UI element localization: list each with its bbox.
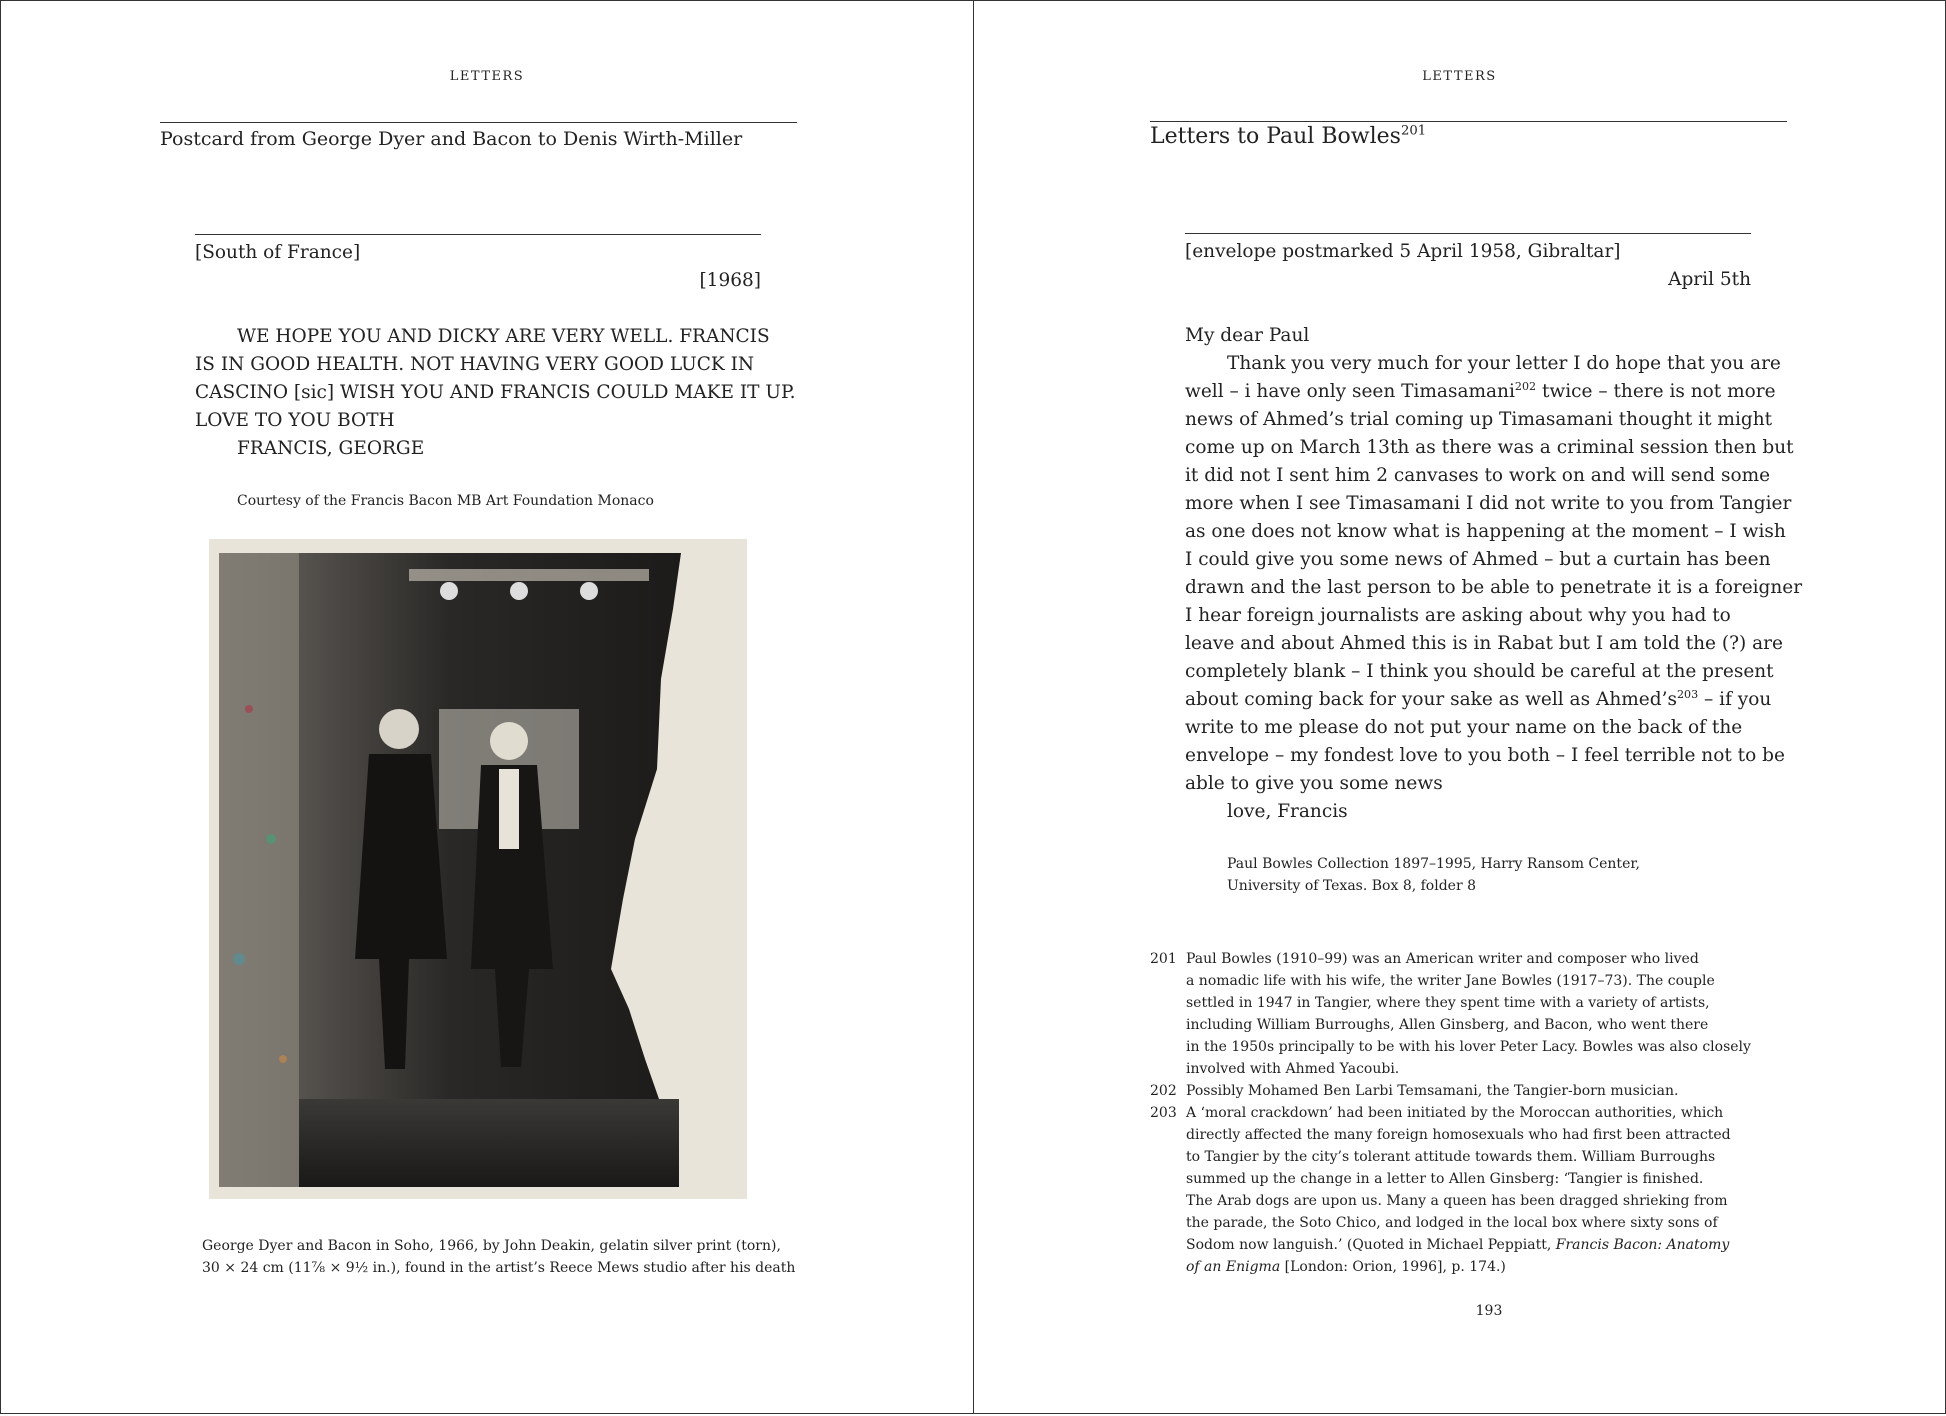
- torn-photograph: [209, 539, 747, 1199]
- footnote-line: to Tangier by the city’s tolerant attitude towards them. William Burroughs: [1186, 1149, 1716, 1165]
- footnote-line: [1186, 1256, 1746, 1278]
- footnote-line: the parade, the Soto Chico, and lodged in the local box where sixty sons of: [1186, 1215, 1718, 1231]
- body-line: write to me please do not put your name on the back of the: [1185, 717, 1743, 738]
- photo-caption-line: 30 × 24 cm (11⅞ × 9½ in.), found in the artist’s Reece Mews studio after his death: [202, 1260, 796, 1276]
- body-line: leave and about Ahmed this is in Rabat but I am told the (?) are: [1185, 633, 1783, 654]
- footnote-line: Possibly Mohamed Ben Larbi Temsamani, the Tangier-born musician.: [1186, 1083, 1679, 1099]
- footnote-text: [London: Orion, 1996], p. 174.): [1284, 1259, 1506, 1275]
- photo-caption-line: George Dyer and Bacon in Soho, 1966, by John Deakin, gelatin silver print (torn),: [202, 1238, 781, 1254]
- body-line: [1185, 378, 1776, 406]
- letter-place: [South of France]: [195, 242, 361, 263]
- body-line: [1185, 686, 1771, 714]
- footnote-number: 203: [1150, 1105, 1177, 1121]
- body-line: envelope – my fondest love to you both – I feel terrible not to be: [1185, 745, 1785, 766]
- title-rule: [1150, 121, 1787, 122]
- footnote-ref: 203: [1676, 687, 1699, 701]
- book-title: Francis Bacon: Anatomy: [1555, 1237, 1730, 1253]
- page-number: 193: [1475, 1303, 1503, 1319]
- footnote-203: [1150, 1102, 1746, 1278]
- footnote-line: in the 1950s principally to be with his lover Peter Lacy. Bowles was also closely: [1186, 1039, 1751, 1055]
- body-line: LOVE TO YOU BOTH: [195, 410, 395, 431]
- body-line: IS IN GOOD HEALTH. NOT HAVING VERY GOOD LUCK IN: [195, 354, 755, 375]
- photo-lamp: [440, 582, 458, 600]
- body-line: as one does not know what is happening at the moment – I wish: [1185, 521, 1786, 542]
- letter-date: April 5th: [1668, 269, 1751, 290]
- photo-shirt: [499, 769, 519, 849]
- photo-light-strip: [409, 569, 649, 581]
- body-line: completely blank – I think you should be careful at the present: [1185, 661, 1774, 682]
- body-line: news of Ahmed’s trial coming up Timasamani thought it might: [1185, 409, 1773, 430]
- letter-date: [1968]: [699, 270, 761, 291]
- footnote-text: Sodom now languish.’ (Quoted in Michael Peppiatt,: [1186, 1237, 1552, 1253]
- body-text: well – i have only seen Timasamani: [1185, 381, 1515, 402]
- footnote-number: 201: [1150, 951, 1177, 967]
- body-line: CASCINO [sic] WISH YOU AND FRANCIS COULD MAKE IT UP.: [195, 382, 796, 403]
- footnote-201: [1150, 948, 1751, 1080]
- section-title: Postcard from George Dyer and Bacon to Denis Wirth-Miller: [160, 128, 743, 150]
- photo-figure-head-left: [379, 709, 419, 749]
- footnote-line: involved with Ahmed Yacoubi.: [1186, 1061, 1400, 1077]
- salutation: My dear Paul: [1185, 325, 1310, 346]
- body-line: WE HOPE YOU AND DICKY ARE VERY WELL. FRANCIS: [237, 326, 770, 347]
- body-line: I hear foreign journalists are asking about why you had to: [1185, 605, 1731, 626]
- body-signature: FRANCIS, GEORGE: [237, 438, 425, 459]
- body-line: come up on March 13th as there was a criminal session then but: [1185, 437, 1794, 458]
- footnote-line: directly affected the many foreign homosexuals who had first been attracted: [1186, 1127, 1731, 1143]
- footnote-number: 202: [1150, 1083, 1177, 1099]
- courtesy-note: Courtesy of the Francis Bacon MB Art Foundation Monaco: [237, 493, 654, 509]
- closing: love, Francis: [1227, 801, 1348, 822]
- footnote-line: [1186, 1234, 1746, 1256]
- running-head: LETTERS: [1422, 69, 1497, 84]
- body-line: drawn and the last person to be able to penetrate it is a foreigner: [1185, 577, 1803, 598]
- book-title: of an Enigma: [1186, 1259, 1281, 1275]
- photo-lamp: [510, 582, 528, 600]
- footnote-line: summed up the change in a letter to Allen Ginsberg: ‘Tangier is finished.: [1186, 1171, 1704, 1187]
- body-line: more when I see Timasamani I did not write to you from Tangier: [1185, 493, 1792, 514]
- photo-lamp: [580, 582, 598, 600]
- body-text: about coming back for your sake as well as Ahmed’s: [1185, 689, 1677, 710]
- footnote-202: [1150, 1080, 1746, 1102]
- footnote-ref: 202: [1514, 379, 1537, 393]
- footnote-line: a nomadic life with his wife, the writer Jane Bowles (1917–73). The couple: [1186, 973, 1715, 989]
- footnote-line: settled in 1947 in Tangier, where they spent time with a variety of artists,: [1186, 995, 1710, 1011]
- envelope-note: [envelope postmarked 5 April 1958, Gibraltar]: [1185, 241, 1621, 262]
- body-text: twice – there is not more: [1541, 381, 1776, 402]
- body-line: I could give you some news of Ahmed – but a curtain has been: [1185, 549, 1771, 570]
- footnote-line: A ‘moral crackdown’ had been initiated by the Moroccan authorities, which: [1186, 1105, 1724, 1121]
- letter-rule: [195, 234, 761, 235]
- photo-floor: [299, 1099, 679, 1187]
- running-head: LETTERS: [449, 69, 525, 84]
- source-note: Paul Bowles Collection 1897–1995, Harry Ransom Center,: [1227, 856, 1640, 872]
- section-title: [1150, 124, 1426, 149]
- body-text: – if you: [1704, 689, 1772, 710]
- body-line: able to give you some news: [1185, 773, 1443, 794]
- section-title-text: Letters to Paul Bowles: [1150, 124, 1401, 149]
- footnote-line: including William Burroughs, Allen Ginsberg, and Bacon, who went there: [1186, 1017, 1709, 1033]
- photo-figure-head-right: [490, 722, 528, 760]
- source-note: University of Texas. Box 8, folder 8: [1227, 878, 1477, 894]
- footnote-ref: 201: [1400, 123, 1427, 139]
- left-page: [0, 0, 974, 1414]
- body-line: it did not I sent him 2 canvases to work on and will send some: [1185, 465, 1771, 486]
- letter-rule: [1185, 233, 1751, 234]
- title-rule: [160, 122, 797, 123]
- photo-left-panel: [219, 553, 299, 1187]
- footnote-line: The Arab dogs are upon us. Many a queen has been dragged shrieking from: [1186, 1193, 1728, 1209]
- footnote-line: Paul Bowles (1910–99) was an American writer and composer who lived: [1186, 951, 1699, 967]
- body-line: Thank you very much for your letter I do hope that you are: [1227, 353, 1781, 374]
